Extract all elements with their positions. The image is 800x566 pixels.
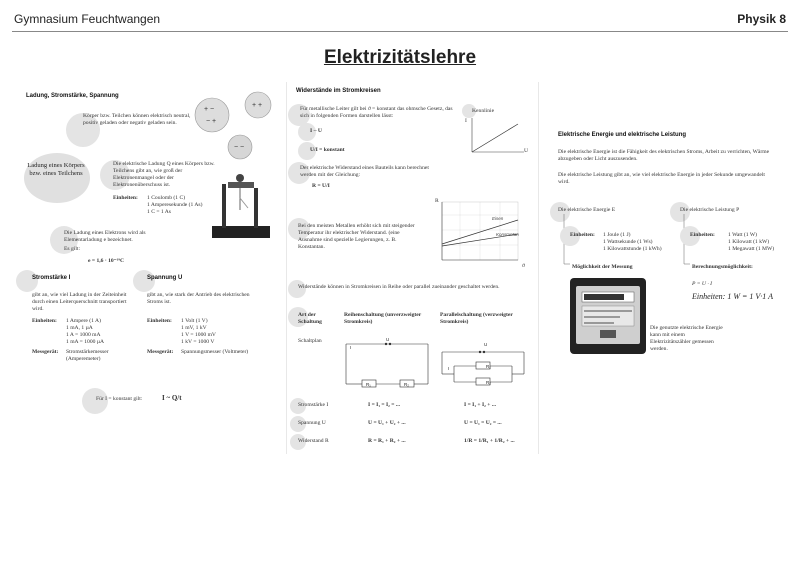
table-head-parallel: Parallelschaltung (verzweigter Stromkreis) [440,312,513,325]
ohm-formula-1: I ~ U [310,128,322,134]
kennlinie-graph [470,118,525,154]
current-unit: 1 A = 1000 mA [66,332,101,338]
charge-unit: 1 Amperesekunde (1 As) [147,202,203,208]
charged-spheres-illustration [190,85,280,165]
series-circuit [344,338,430,390]
axis-label-R: R [435,198,439,204]
charge-bubble [24,153,90,203]
row-parallel-formula: I = I₁ + I₂ + ... [464,402,497,408]
charge-bubble-label: Ladung eines Körpers bzw. eines Teilchens [27,162,85,177]
current-unit: 1 mA, 1 µA [66,325,93,331]
power-bubble-label: Die elektrische Leistung P [680,207,740,213]
current-units-list [66,318,104,346]
current-units-label: Einheiten: [32,318,57,324]
page-title: Elektrizitätslehre [323,47,477,68]
voltage-units-list [181,318,216,346]
temperature-graph [440,200,520,262]
curve-label-1: Eisen [492,216,504,221]
power-definition: Die elektrische Leistung gibt an, wie viel elektrische Energie in jeder Sekunde umgewandelt wird. [558,172,765,185]
energy-definition: Die elektrische Energie ist die Fähigkeit des elektrischen Stroms, Arbeit zu verrichten, Wärme abzugeben oder Licht auszusenden. [558,149,770,162]
energy-units-list [603,232,662,253]
parallel-I-label: I [448,366,450,371]
electricity-meter-image [570,278,646,354]
voltage-heading: Spannung U [147,275,183,281]
power-unit: 1 Megawatt (1 MW) [728,246,775,252]
schaltplan-label: Schaltplan [298,338,322,344]
subject-label: Physik 8 [737,12,786,26]
svg-text:+ +: + + [252,102,263,109]
elementary-charge-formula: e = 1,6 · 10⁻¹⁹C [88,258,125,264]
constant-current-text: Für I = konstant gilt: [96,396,143,402]
row-series-formula: U = U₁ + U₂ + ... [368,420,406,426]
voltage-unit: 1 kV = 1000 V [181,339,215,345]
series-R1-label: R₁ [366,382,371,387]
es-gilt-text: Es gilt: [64,246,81,252]
school-name: Gymnasium Feuchtwangen [14,12,161,26]
current-device-label: Messgerät: [32,349,59,355]
charge-unit: 1 C = 1 As [147,209,171,215]
energy-units-label: Einheiten: [570,232,595,238]
section-heading-charge: Ladung, Stromstärke, Spannung [26,93,119,99]
temperature-text: Bei den meisten Metallen erhöht sich mit steigender Temperatur ihr elektrischer Widerstand. (eine Ausnahme sind spezielle Legierungen, z. B. Konstantan. [298,223,415,250]
power-unit-formula: Einheiten: 1 W = 1 V·1 A [692,292,774,301]
table-head-series: Reihenschaltung (unverzweigter Stromkreis) [344,312,422,325]
measurement-label: Möglichkeit der Messung [572,264,633,270]
header-rule [12,31,788,32]
voltage-unit: 1 Volt (1 V) [181,318,208,324]
svg-text:+ −: + − [204,106,215,113]
charge-units-label: Einheiten: [113,195,138,201]
column-divider [538,82,539,454]
section-heading-resistance: Widerstände im Stromkreisen [296,88,381,94]
circuit-intro-text: Widerstände können in Stromkreisen in Reihe oder parallel zueinander geschaltet werden. [298,284,500,290]
charge-unit: 1 Coulomb (1 C) [147,195,186,201]
bubble-dot-4 [16,270,38,292]
voltage-device-label: Messgerät: [147,349,174,355]
row-label: Spannung U [298,420,326,426]
energy-bubble-label: Die elektrische Energie E [558,207,616,213]
current-device: Stromstärkemesser (Amperemeter) [66,349,109,362]
parallel-circuit [440,338,526,390]
row-parallel-formula: U = U₁ = U₂ = ... [464,420,502,426]
kennlinie-label: Kennlinie [472,108,495,114]
voltage-unit: 1 V = 1000 mV [181,332,216,338]
meter-description: Die genutzte elektrische Energie kann mit einem Elektrizitätszähler gemessen werden. [650,325,723,352]
table-head-type: Art der Schaltung [298,312,322,325]
current-unit: 1 Ampere (1 A) [66,318,101,324]
power-unit: 1 Kilowatt (1 kW) [728,239,770,245]
voltage-definition: gibt an, wie stark der Antrieb des elektrischen Stroms ist. [147,292,250,305]
column-divider [286,82,287,454]
charge-units-list [147,195,202,216]
charge-definition-text: Die elektrische Ladung Q eines Körpers bzw. Teilchens gibt an, wie groß der Elektronenmangel oder der Elektronenüberschuss ist. [113,161,215,188]
row-label: Widerstand R [298,438,329,444]
elementary-charge-text: Die Ladung eines Elektrons wird als Elementarladung e bezeichnet. [64,230,146,243]
electroscope-image [208,170,274,242]
energy-unit: 1 Joule (1 J) [603,232,631,238]
resistance-formula: R = U/I [312,183,330,189]
constant-current-formula: I ~ Q/t [162,394,182,402]
bubble-dot-5 [133,270,155,292]
current-unit: 1 mA = 1000 µA [66,339,105,345]
svg-text:− −: − − [234,144,245,151]
ohm-formula-2: U/I = konstant [310,147,345,153]
power-units-label: Einheiten: [690,232,715,238]
series-R2-label: R₂ [404,382,409,387]
voltage-units-label: Einheiten: [147,318,172,324]
power-formula: P = U · I [692,281,712,287]
series-U-label: U [386,337,390,342]
parallel-U-label: U [484,342,488,347]
row-series-formula: R = R₁ + R₂ + ... [368,438,406,444]
energy-unit: 1 Wattsekunde (1 Ws) [603,239,653,245]
svg-text:− +: − + [206,118,217,125]
calculation-label: Berechnungsmöglichkeit: [692,264,753,270]
row-label: Stromstärke I [298,402,329,408]
ohm-law-text: Für metallische Leiter gilt bei ϑ = konstant das ohmsche Gesetz, das sich in folgenden Formen darstellen lässt: [300,106,453,119]
row-series-formula: I = I₁ = I₂ = ... [368,402,401,408]
energy-unit: 1 Kilowattstunde (1 kWh) [603,246,662,252]
series-I-label: I [350,345,352,350]
curve-label-2: Konstantan [496,232,519,237]
section-heading-energy: Elektrische Energie und elektrische Leistung [558,132,687,138]
parallel-R1-label: R₁ [486,364,491,369]
axis-label-theta: ϑ [522,263,525,269]
axis-label-U: U [524,148,529,154]
resistance-text: Der elektrische Widerstand eines Bauteils kann berechnet werden mit der Gleichung: [300,165,429,178]
charge-state-text: Körper bzw. Teilchen können elektrisch neutral, positiv geladen oder negativ geladen sein. [83,113,191,126]
parallel-R2-label: R₂ [486,380,491,385]
axis-label-I: I [465,118,467,124]
power-unit: 1 Watt (1 W) [728,232,758,238]
row-parallel-formula: 1/R = 1/R₁ + 1/R₂ + ... [464,438,515,444]
current-definition: gibt an, wie viel Ladung in der Zeiteinheit durch einen Leiterquerschnitt transportiert wird. [32,292,127,312]
current-heading: Stromstärke I [32,275,71,281]
voltage-device: Spannungsmesser (Voltmeter) [181,349,249,355]
voltage-unit: 1 mV, 1 kV [181,325,207,331]
power-units-list [728,232,774,253]
